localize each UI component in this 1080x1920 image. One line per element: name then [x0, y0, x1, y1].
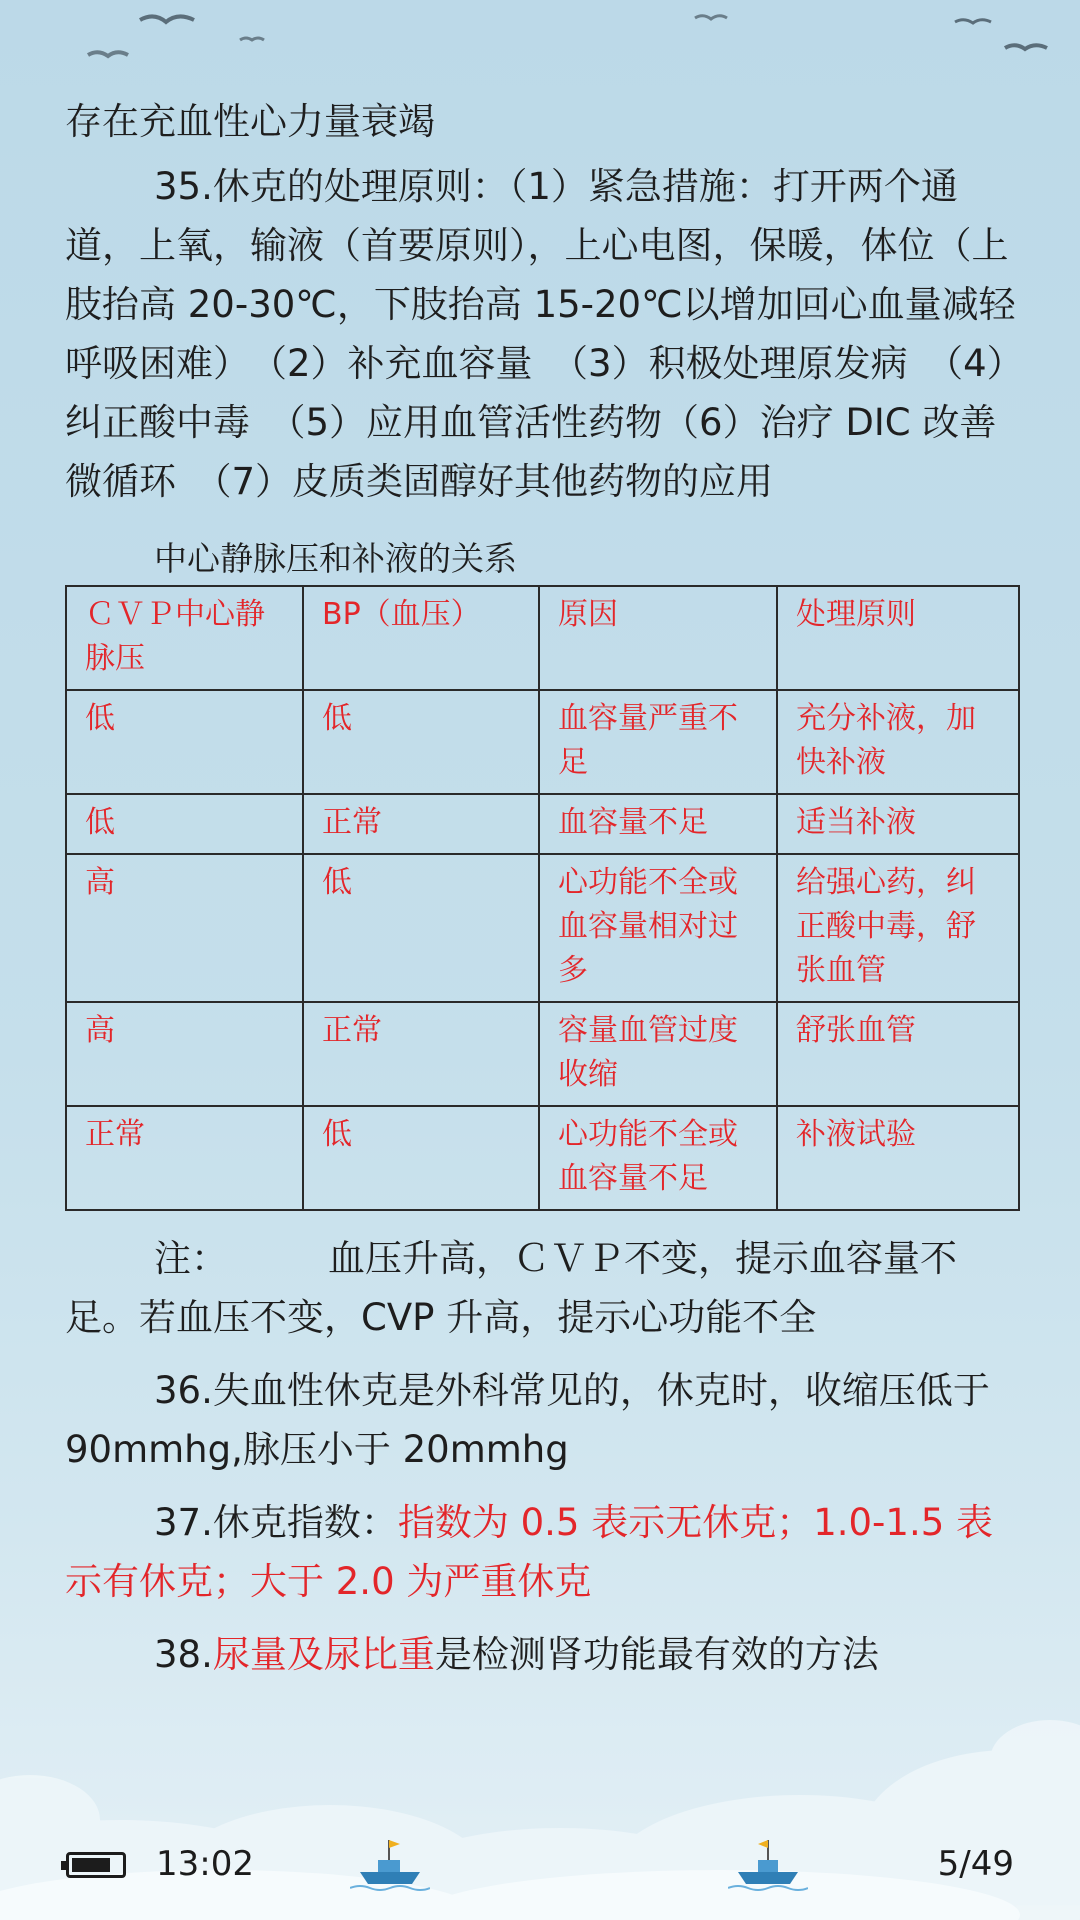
- note-label: 注：: [154, 1237, 228, 1280]
- cell-principle: 补液试验: [777, 1106, 1019, 1210]
- table-row: [66, 690, 1019, 794]
- page-indicator: 5/49: [937, 1844, 1014, 1884]
- p38-suffix: 是检测肾功能最有效的方法: [434, 1633, 879, 1676]
- cell-cause: 血容量严重不足: [539, 690, 777, 794]
- p38-prefix: 38.: [154, 1633, 213, 1676]
- cell-cause: 心功能不全或血容量相对过多: [539, 854, 777, 1002]
- cell-principle: 给强心药，纠正酸中毒，舒张血管: [777, 854, 1019, 1002]
- cell-cvp: 低: [66, 794, 303, 854]
- boat-icon: [728, 1834, 808, 1894]
- cell-cause: 心功能不全或血容量不足: [539, 1106, 777, 1210]
- clock-time: 13:02: [156, 1844, 254, 1884]
- cell-cvp: 正常: [66, 1106, 303, 1210]
- cell-bp: 低: [303, 1106, 539, 1210]
- table-note: [65, 1229, 1025, 1347]
- cell-cvp: 高: [66, 854, 303, 1002]
- birds-decoration: [0, 0, 1080, 90]
- note-text: 血压升高，ＣＶＰ不变，提示血容量不足。若血压不变，CVP 升高，提示心功能不全: [65, 1237, 957, 1339]
- cell-bp: 低: [303, 690, 539, 794]
- cell-principle: 充分补液，加快补液: [777, 690, 1019, 794]
- reader-page: [65, 92, 1025, 1684]
- cell-bp: 低: [303, 854, 539, 1002]
- cell-cvp: 高: [66, 1002, 303, 1106]
- table-row: [66, 854, 1019, 1002]
- table-row: [66, 1002, 1019, 1106]
- p37-highlight: 指数为 0.5 表示无休克；1.0-1.5 表示有休克；大于 2.0 为严重休克: [65, 1501, 994, 1603]
- header-cause: 原因: [539, 586, 777, 690]
- cell-principle: 适当补液: [777, 794, 1019, 854]
- cell-bp: 正常: [303, 1002, 539, 1106]
- cvp-table: [65, 585, 1020, 1211]
- table-caption: 中心静脉压和补液的关系: [154, 539, 517, 578]
- paragraph-35: 35.休克的处理原则：（1）紧急措施：打开两个通道，上氧，输液（首要原则），上心电图，保暖，体位（上肢抬高 20-30℃，下肢抬高 15-20℃以增加回心血量减轻呼吸困难） （2）补充血容量 （3）积极处理原发病 （4）纠正酸中毒 （5）应用血管活性药物（6）治疗 DIC 改善微循环 （7）皮质类固醇好其他药物的应用: [65, 165, 1024, 503]
- cell-cause: 容量血管过度收缩: [539, 1002, 777, 1106]
- p37-prefix: 37.休克指数：: [154, 1501, 398, 1544]
- header-cvp: ＣＶＰ中心静脉压: [66, 586, 303, 690]
- paragraph-continuation: 存在充血性心力量衰竭: [65, 100, 435, 143]
- battery-icon: [66, 1852, 126, 1878]
- cell-cvp: 低: [66, 690, 303, 794]
- paragraph-36: 36.失血性休克是外科常见的，休克时，收缩压低于 90mmhg,脉压小于 20mmhg: [65, 1369, 990, 1471]
- table-row: [66, 1106, 1019, 1210]
- cell-bp: 正常: [303, 794, 539, 854]
- table-header-row: [66, 586, 1019, 690]
- reader-status-bar: [0, 1840, 1080, 1900]
- cell-cause: 血容量不足: [539, 794, 777, 854]
- table-row: [66, 794, 1019, 854]
- boat-icon: [350, 1834, 430, 1894]
- p38-highlight: 尿量及尿比重: [212, 1633, 435, 1676]
- header-bp: BP（血压）: [303, 586, 539, 690]
- header-principle: 处理原则: [777, 586, 1019, 690]
- cell-principle: 舒张血管: [777, 1002, 1019, 1106]
